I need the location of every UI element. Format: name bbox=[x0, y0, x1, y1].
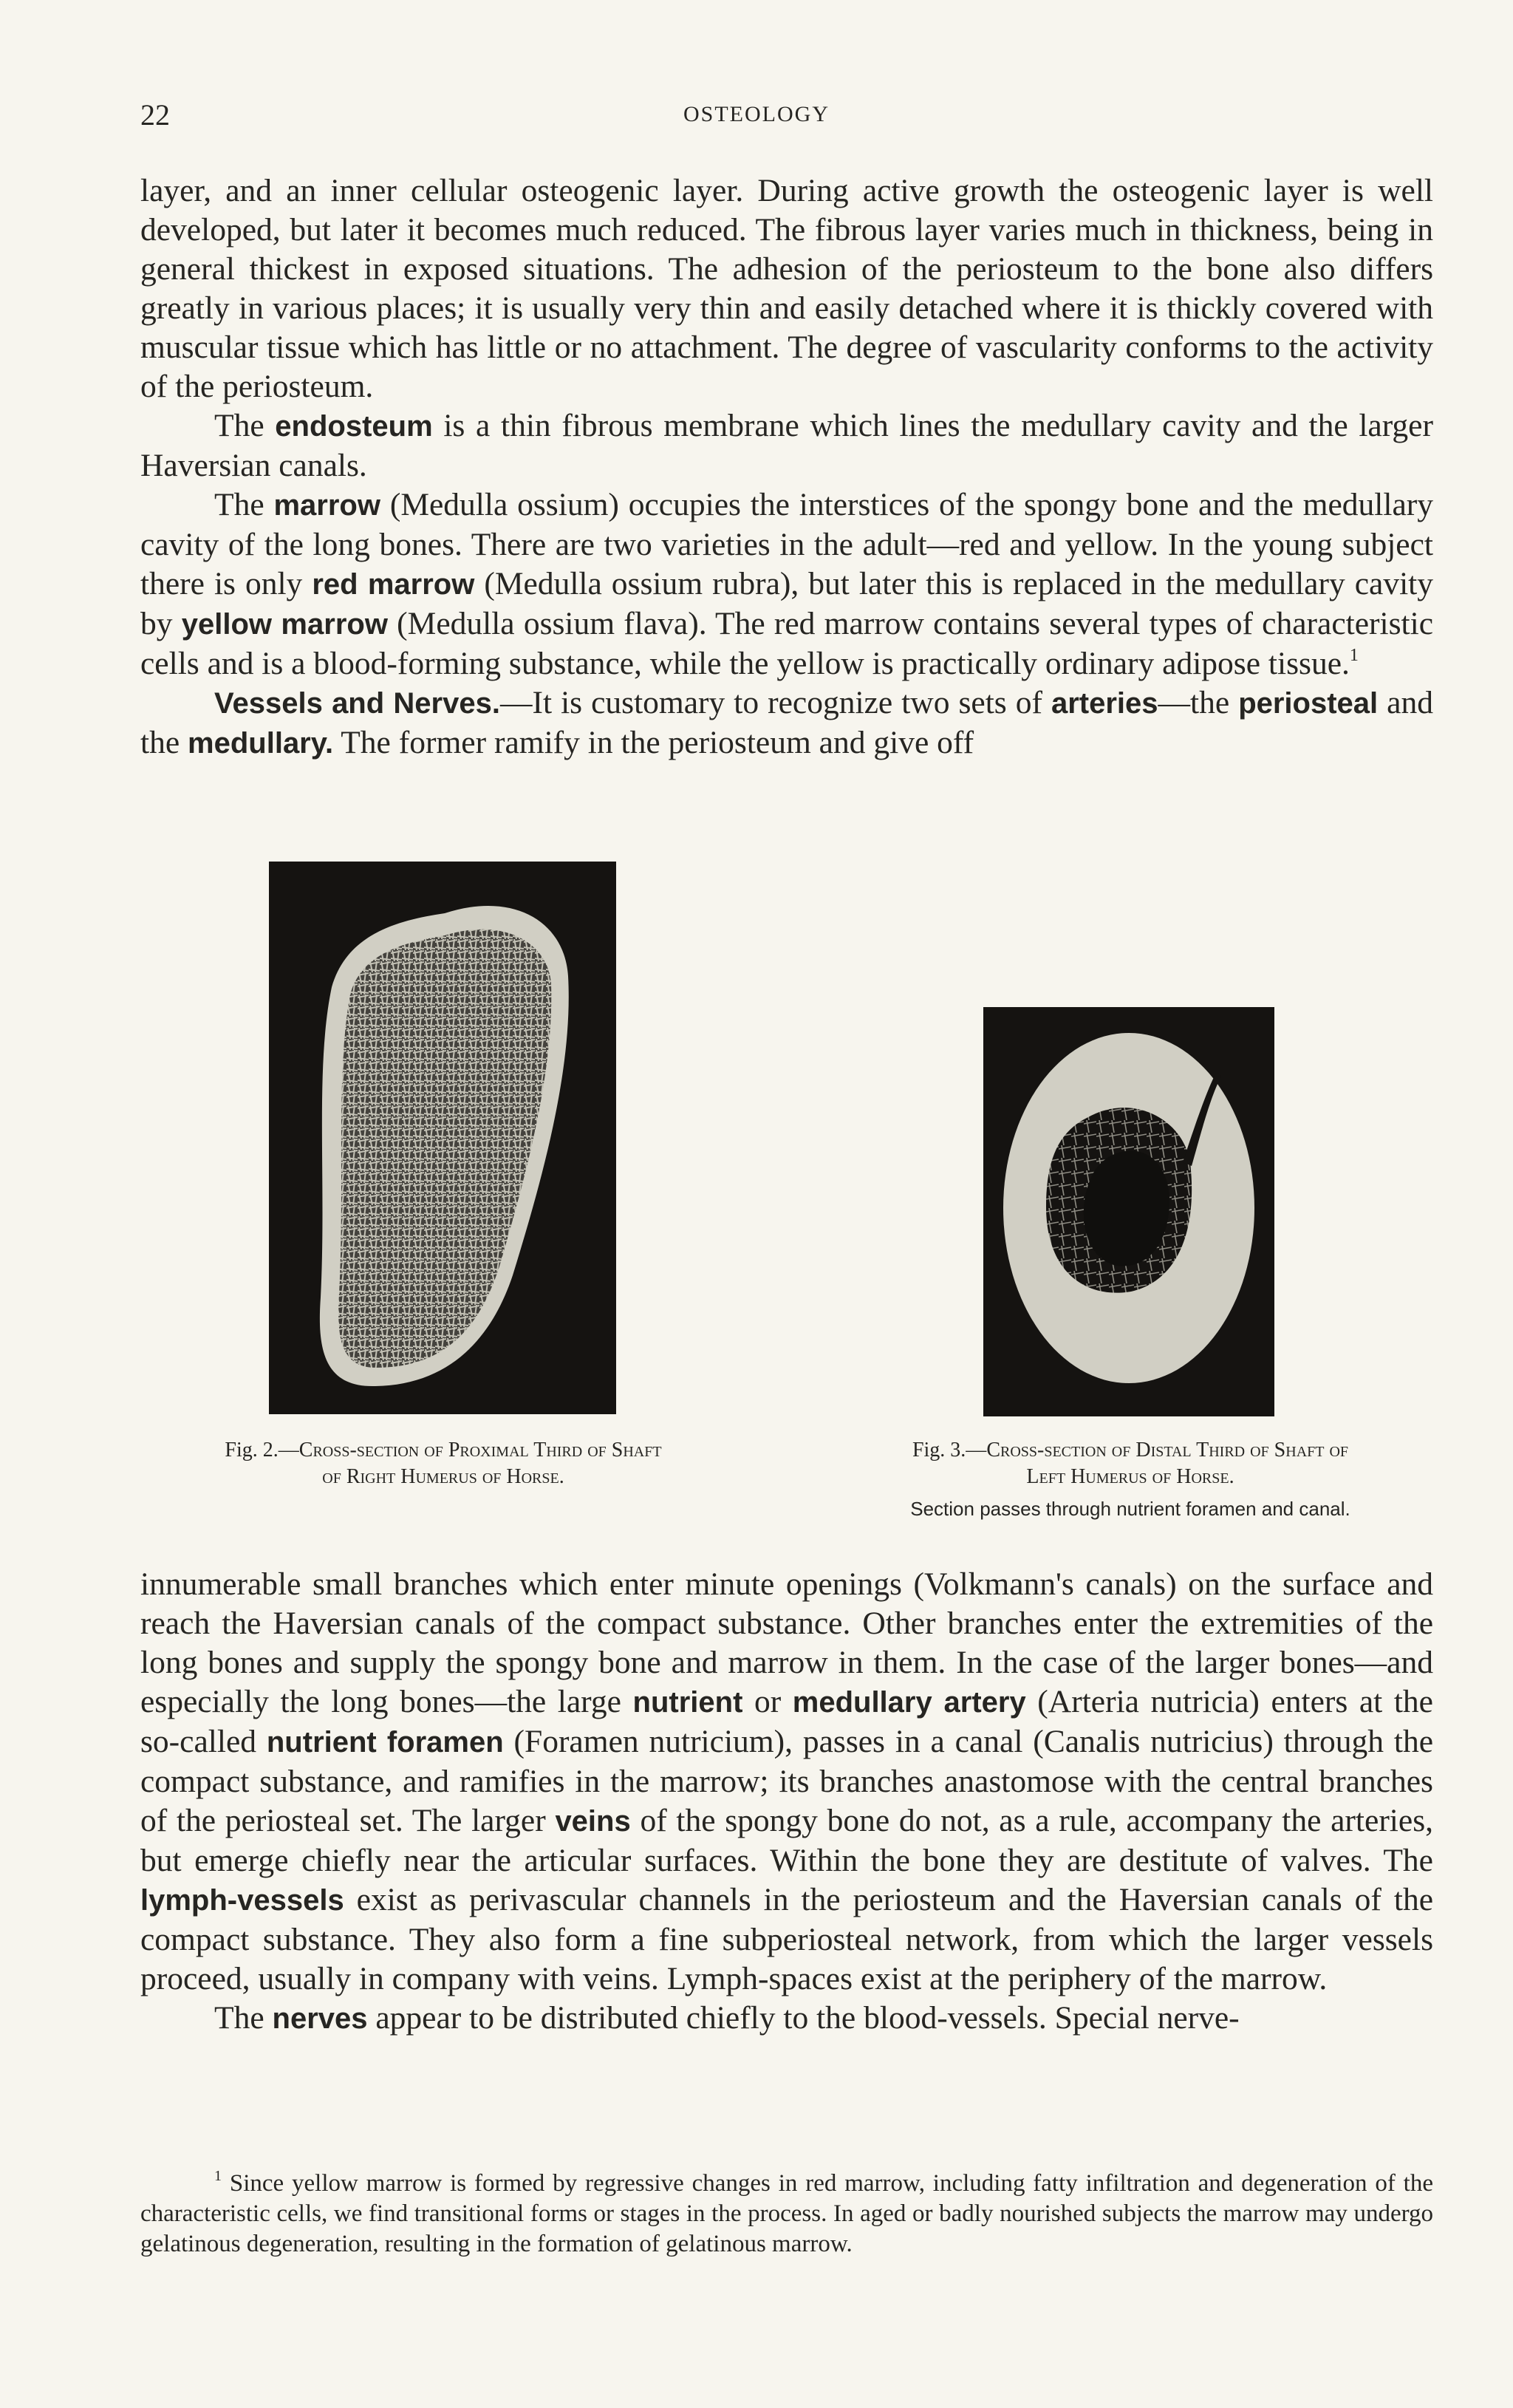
body-text-top bbox=[140, 171, 1433, 763]
term-medullary-artery: medullary artery bbox=[792, 1686, 1026, 1719]
term-periosteal: periosteal bbox=[1238, 687, 1379, 720]
term-endosteum: endosteum bbox=[275, 410, 433, 443]
figure-2-caption: Fig. 2.—Cross-section of Proximal Third of Shaft of Right Humerus of Horse. bbox=[225, 1439, 662, 1488]
term-nerves: nerves bbox=[272, 2002, 368, 2035]
term-lymph-vessels: lymph-vessels bbox=[140, 1884, 344, 1917]
paragraph-vessels-nerves: Vessels and Nerves.—It is customary to recognize two sets of arteries—the periosteal and the medullary. The former ramify in the periosteum and give off bbox=[140, 685, 1433, 760]
term-nutrient: nutrient bbox=[632, 1686, 743, 1719]
heading-vessels-and-nerves: Vessels and Nerves. bbox=[214, 687, 500, 720]
term-nutrient-foramen: nutrient foramen bbox=[266, 1726, 504, 1759]
term-medullary: medullary. bbox=[188, 727, 334, 760]
paragraph-endosteum: The endosteum is a thin fibrous membrane which lines the medullary cavity and the larger Haversian canals. bbox=[140, 408, 1433, 483]
footnote: $^1$ Since yellow marrow is formed by regressive changes in red marrow, including fatty infiltration and degeneration of the characteristic cells, we find transitional forms or stages in the process. In aged or badly nourished subjects the marrow may undergo gelatinous degeneration, resulting in the formation of gelatinous marrow. bbox=[140, 2168, 1433, 2257]
running-head: OSTEOLOGY bbox=[683, 102, 830, 126]
page-number: 22 bbox=[140, 98, 170, 132]
term-yellow-marrow: yellow marrow bbox=[181, 608, 388, 641]
body-text-bottom bbox=[140, 1565, 1433, 2039]
paragraph-nerves: The nerves appear to be distributed chiefly to the blood-vessels. Special nerve- bbox=[214, 2000, 1240, 2036]
figure-2-image bbox=[269, 862, 616, 1414]
figure-3-image bbox=[983, 1007, 1274, 1416]
paragraph-periosteum-cont: layer, and an inner cellular osteogenic layer. During active growth the osteogenic layer is well developed, but later it becomes much reduced. The fibrous layer varies much in thickness, being in general thickest in exposed situations. The adhesion of the periosteum to the bone also differs greatly in various places; it is usually very thin and easily detached where it is thickly covered with muscular tissue which has little or no attachment. The degree of vascularity conforms to the activity of the periosteum. bbox=[140, 173, 1433, 404]
paragraph-vessels-cont: innumerable small branches which enter minute openings (Volkmann's canals) on the surface and reach the Haversian canals of the compact substance. Other branches enter the extremities of the long bones and supply the spongy bone and marrow in them. In the case of the larger bones—and especially the long bones—the large nutrient or medullary artery (Arteria nutricia) enters at the so-called nutrient foramen (Foramen nutricium), passes in a canal (Canalis nutricius) through the compact substance, and ramifies in the marrow; its branches anastomose with the central branches of the periosteal set. The larger veins of the spongy bone do not, as a rule, accompany the arteries, but emerge chiefly near the articular surfaces. Within the bone they are destitute of valves. The lymph-vessels exist as perivascular channels in the periosteum and the Haversian canals of the compact substance. They also form a fine subperiosteal network, from which the larger vessels proceed, usually in company with veins. Lymph-spaces exist at the periphery of the marrow. bbox=[140, 1566, 1434, 1996]
footnote-marker: 1 bbox=[1349, 646, 1359, 665]
term-red-marrow: red marrow bbox=[312, 568, 475, 601]
footnote-number: 1 bbox=[214, 2168, 222, 2184]
figure-3-caption: Fig. 3.—Cross-section of Distal Third of Shaft of Left Humerus of Horse. bbox=[912, 1439, 1349, 1488]
term-marrow: marrow bbox=[273, 489, 380, 522]
figure-3-note: Section passes through nutrient foramen and canal. bbox=[910, 1498, 1350, 1520]
term-veins: veins bbox=[555, 1805, 631, 1838]
paragraph-marrow: The marrow (Medulla ossium) occupies the interstices of the spongy bone and the medullary cavity of the long bones. There are two varieties in the adult—red and yellow. In the young subject there is only red marrow (Medulla ossium rubra), but later this is replaced in the medullary cavity by yellow marrow (Medulla ossium flava). The red marrow contains several types of characteristic cells and is a blood-forming substance, while the yellow is practically ordinary adipose tissue.$^1$ bbox=[140, 487, 1433, 681]
term-arteries: arteries bbox=[1051, 687, 1158, 720]
